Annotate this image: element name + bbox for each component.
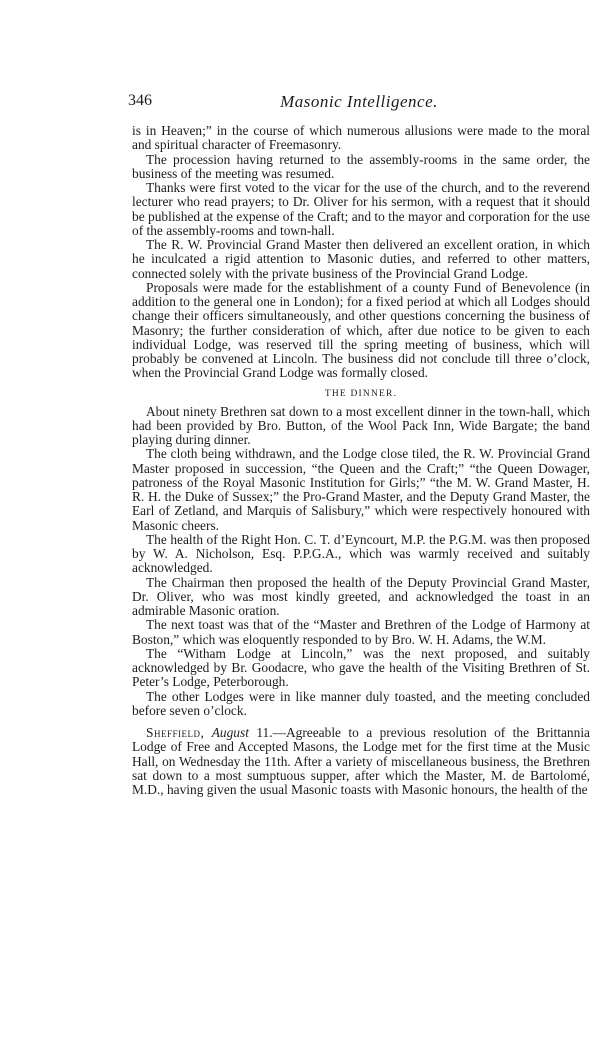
- paragraph: Proposals were made for the establishment of a county Fund of Benevolence (in addition to the general one in London); for a fixed period at which all Lodges should change their officers simultaneously, and other questions concerning the business of Masonry; the further consideration of which, after due notice to be given to each individual Lodge, was reserved till the spring meeting of business, which will probably be convened at Lincoln. The business did not conclude till three o’clock, when the Provincial Grand Lodge was formally closed.: [132, 279, 590, 381]
- sheffield-text: 11.—Agreeable to a previous resolution of the Brittannia Lodge of Free and Accepted Masons, the Lodge met for the first time at the Music Hall, on Wednesday the 11th. After a variety of miscellaneous business, the Brethren sat down to a most sumptuous supper, after which the Master, M. de Bartolomé, M.D., having given the usual Masonic toasts with Masonic honours, the health of the: [132, 725, 590, 797]
- page-header: [128, 92, 590, 118]
- sheffield-paragraph: [132, 726, 590, 797]
- dinner-paragraph: About ninety Brethren sat down to a most excellent dinner in the town-hall, which had been provided by Bro. Button, of the Wool Pack Inn, Wide Bargate; the band playing during dinner.: [132, 403, 590, 447]
- dinner-paragraph: The Chairman then proposed the health of the Deputy Provincial Grand Master, Dr. Oliver, who was most kindly greeted, and acknowledged the toast in an admirable Masonic oration.: [132, 574, 590, 618]
- page-body: [132, 124, 590, 797]
- date-label: August: [211, 725, 249, 740]
- dinner-paragraph: The next toast was that of the “Master and Brethren of the Lodge of Harmony at Boston,” which was eloquently responded to by Bro. W. H. Adams, the W.M.: [132, 617, 590, 647]
- paragraph: Thanks were first voted to the vicar for the use of the church, and to the reverend lecturer who read prayers; to Dr. Oliver for his sermon, with a request that it should be published at the expense of the Craft; and to the mayor and corporation for the use of the assembly-rooms and town-hall.: [132, 180, 590, 238]
- running-title: Masonic Intelligence.: [280, 92, 438, 111]
- paragraph: The procession having returned to the assembly-rooms in the same order, the business of the meeting was resumed.: [132, 151, 590, 181]
- paragraph-continued: is in Heaven;” in the course of which numerous allusions were made to the moral and spiritual character of Freemasonry.: [132, 123, 590, 153]
- dinner-paragraph: The health of the Right Hon. C. T. d’Eyncourt, M.P. the P.G.M. was then proposed by W. A. Nicholson, Esq. P.P.G.A., which was warmly received and suitably acknowledged.: [132, 531, 590, 576]
- dinner-paragraph: The “Witham Lodge at Lincoln,” was the next proposed, and suitably acknowledged by Br. Goodacre, who gave the health of the Visiting Brethren of St. Peter’s Lodge, Peterborough.: [132, 645, 590, 690]
- dinner-paragraph: The cloth being withdrawn, and the Lodge close tiled, the R. W. Provincial Grand Master proposed in succession, “the Queen and the Craft;” “the Queen Dowager, patroness of the Royal Masonic Institution for Girls;” “the M. W. Grand Master, H. R. H. the Duke of Sussex;” the Pro-Grand Master, and the Deputy Grand Master, the Earl of Zetland, and Marquis of Salisbury,” which were respectively honoured with Masonic cheers.: [132, 446, 590, 533]
- place-name: Sheffield,: [146, 725, 205, 740]
- section-heading-dinner: THE DINNER.: [324, 388, 398, 399]
- page-number: 346: [128, 92, 152, 109]
- paragraph: The R. W. Provincial Grand Master then delivered an excellent oration, in which he inculcated a rigid attention to Masonic duties, and referred to other matters, connected solely with the private business of the Provincial Grand Lodge.: [132, 237, 590, 281]
- dinner-paragraph: The other Lodges were in like manner duly toasted, and the meeting concluded before seven o’clock.: [132, 688, 590, 718]
